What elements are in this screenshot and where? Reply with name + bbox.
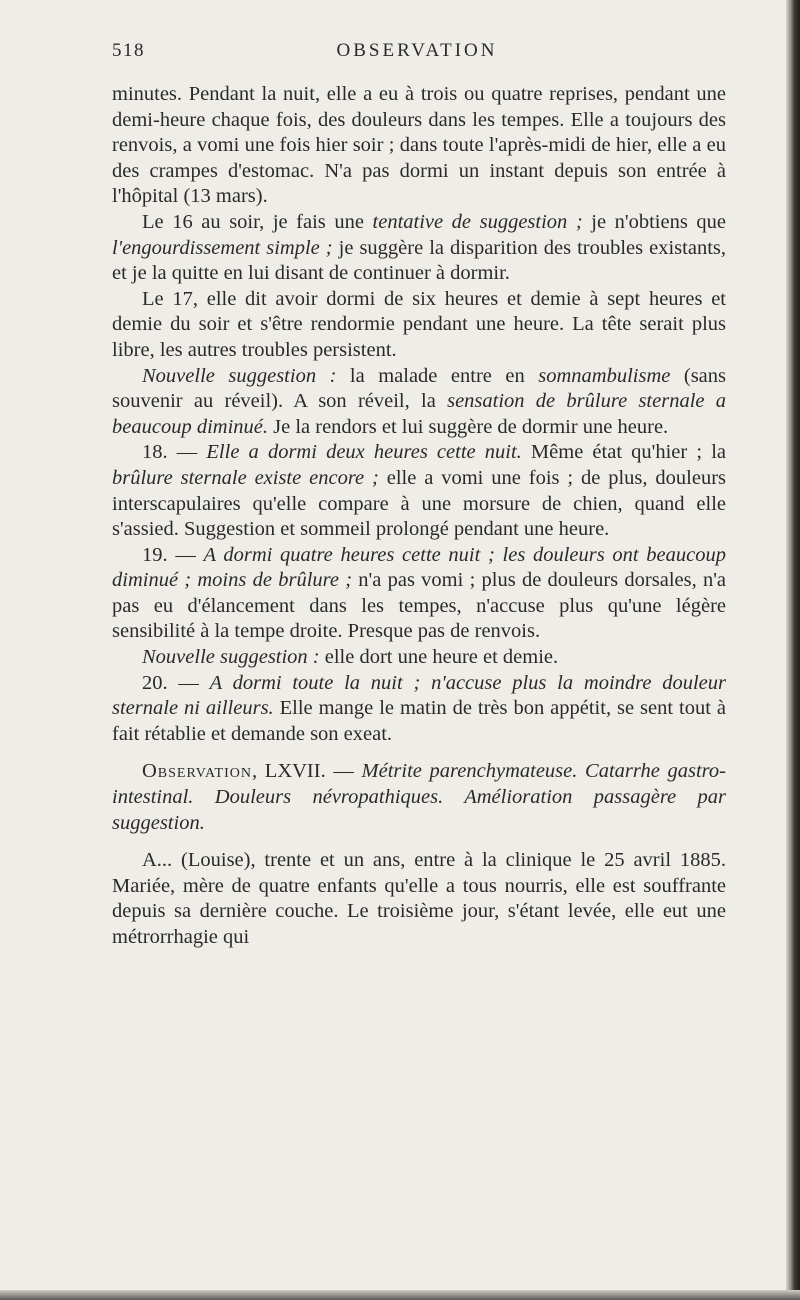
text-run: Elle mange le matin de très bon appétit, se sent tout à fait rétablie et demande son exeat.	[112, 697, 726, 745]
italic-run: tentative de suggestion ;	[372, 210, 583, 233]
italic-run: somnambulisme	[538, 364, 671, 387]
text-run: Même état qu'hier ; la	[521, 441, 726, 464]
observation-label: Observation	[142, 760, 252, 783]
italic-run: sensation de brûlure sternale a beaucoup diminué.	[112, 390, 727, 438]
text-run: je n'obtiens que	[582, 210, 726, 233]
text-run: Je la rendors et lui suggère de dormir une heure.	[268, 415, 669, 438]
italic-run: l'engourdissement simple ;	[112, 236, 333, 259]
page-number: 518	[112, 40, 145, 61]
text-run: , LXVII. —	[252, 760, 362, 783]
text-run: elle a vomi une fois ; de plus, douleurs interscapulaires qu'elle compare à une morsure de chien, quand elle s'assied. Suggestion et sommeil prolongé pendant une heure.	[112, 466, 726, 541]
italic-run: brûlure sternale existe encore ;	[112, 466, 379, 489]
text-run: Le 16 au soir, je fais une	[142, 210, 373, 233]
paragraph-6	[112, 543, 726, 645]
paragraph-9: A... (Louise), trente et un ans, entre à la clinique le 25 avril 1885. Mariée, mère de quatre enfants qu'elle a tous nourris, elle est souffrante depuis sa dernière couche. Le troisième jour, s'étant levée, elle eut une métrorrhagie qui	[112, 849, 726, 948]
paragraph-8	[112, 671, 726, 748]
paragraph-4	[112, 364, 726, 441]
page-edge-shadow	[786, 0, 800, 1300]
text-run: (sans souvenir au réveil). A son réveil, la	[112, 364, 726, 413]
paragraph-7	[112, 645, 726, 671]
running-title: OBSERVATION	[336, 40, 498, 61]
italic-run: Elle a dormi deux heures cette nuit.	[206, 441, 522, 464]
text-run: 18. —	[142, 441, 207, 464]
observation-heading	[112, 759, 726, 836]
paragraph-2	[112, 210, 726, 287]
italic-run: A dormi toute la nuit ; n'accuse plus la moindre douleur sternale ni ailleurs.	[112, 671, 727, 720]
text-run: 19. —	[142, 543, 204, 566]
paragraph-5	[112, 440, 726, 542]
text-run: n'a pas vomi ; plus de douleurs dorsales, n'a pas eu d'élancement dans les tempes, n'accuse plus qu'une légère sensibilité à la tempe droite. Presque pas de renvois.	[112, 569, 727, 643]
italic-run: Nouvelle suggestion :	[142, 364, 337, 387]
text-run: elle dort une heure et demie.	[319, 646, 559, 669]
observation-title: Métrite parenchymateuse. Catarrhe gastro-intestinal. Douleurs névropathiques. Amélioration passagère par suggestion.	[112, 760, 726, 834]
italic-run: A dormi quatre heures cette nuit ; les douleurs ont beaucoup diminué ; moins de brûlure ;	[112, 543, 727, 592]
paragraph-1: minutes. Pendant la nuit, elle a eu à trois ou quatre reprises, pendant une demi-heure chaque fois, des douleurs dans les tempes. Elle a toujours des renvois, a vomi une fois hier soir ; dans toute l'après-midi de hier, elle a eu des crampes d'estomac. N'a pas dormi un instant depuis son entrée à l'hôpital (13 mars).	[112, 83, 726, 208]
page-header	[112, 40, 722, 64]
text-run: la malade entre en	[336, 364, 539, 387]
text-run: 20. —	[142, 671, 210, 694]
paragraph-3: Le 17, elle dit avoir dormi de six heures et demie à sept heures et demie du soir et s'être rendormie pendant une heure. La tête serait plus libre, les autres troubles persistent.	[112, 287, 726, 361]
page-bottom-edge	[0, 1290, 800, 1300]
body-text	[112, 82, 726, 951]
text-run: je suggère la disparition des troubles existants, et je la quitte en lui disant de continuer à dormir.	[112, 236, 726, 285]
italic-run: Nouvelle suggestion :	[142, 646, 320, 669]
